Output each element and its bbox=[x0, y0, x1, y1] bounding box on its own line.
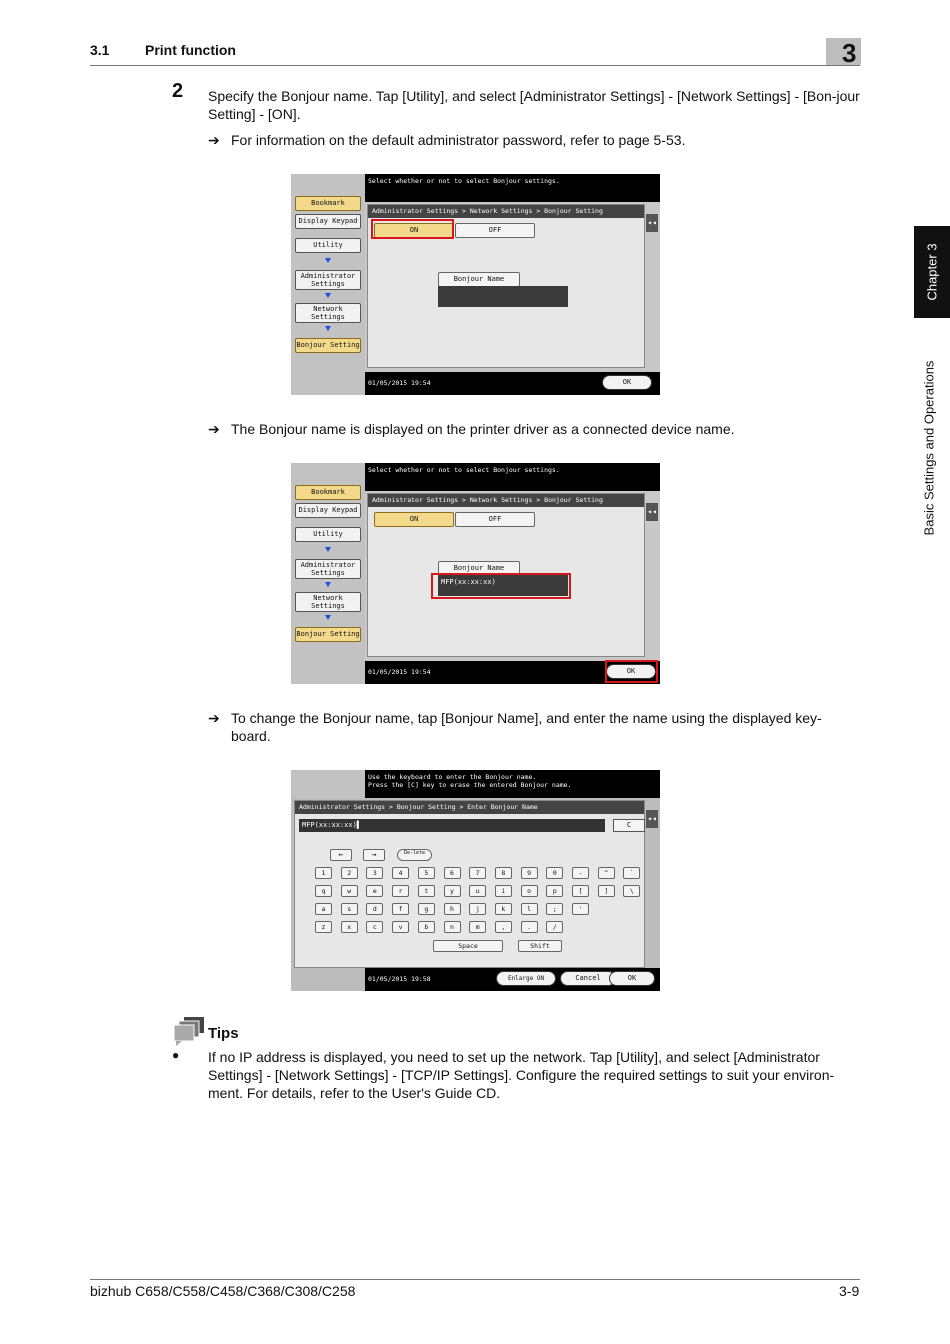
note-text: The Bonjour name is displayed on the printer driver as a connected device name. bbox=[231, 421, 735, 437]
key-row1-6[interactable]: 7 bbox=[469, 867, 486, 879]
key-row1-5[interactable]: 6 bbox=[444, 867, 461, 879]
key-row1-2[interactable]: 3 bbox=[366, 867, 383, 879]
bookmark-button[interactable]: Bookmark bbox=[295, 485, 361, 500]
off-button[interactable]: OFF bbox=[455, 512, 535, 527]
cursor-left-key[interactable]: ← bbox=[330, 849, 352, 861]
display-keypad-button[interactable]: Display Keypad bbox=[295, 214, 361, 229]
screen-left-strip bbox=[291, 770, 365, 798]
arrow-icon: ➔ bbox=[208, 710, 220, 726]
key-row1-3[interactable]: 4 bbox=[392, 867, 409, 879]
utility-button[interactable]: Utility bbox=[295, 527, 361, 542]
clear-key[interactable]: C bbox=[613, 819, 645, 832]
key-row2-10[interactable]: [ bbox=[572, 885, 589, 897]
breadcrumb: Administrator Settings > Bonjour Setting > Enter Bonjour Name bbox=[295, 801, 644, 814]
footer-product: bizhub C658/C558/C458/C368/C308/C258 bbox=[90, 1283, 356, 1299]
chapter-side-tab bbox=[914, 226, 950, 318]
arrow-down-icon bbox=[325, 582, 331, 587]
key-row2-3[interactable]: r bbox=[392, 885, 409, 897]
key-row2-12[interactable]: \ bbox=[623, 885, 640, 897]
key-row1-4[interactable]: 5 bbox=[418, 867, 435, 879]
key-row3-1[interactable]: s bbox=[341, 903, 358, 915]
bonjour-name-button[interactable]: Bonjour Name bbox=[438, 561, 520, 576]
screen-status-bar: 01/05/2015 19:54 bbox=[365, 661, 660, 684]
tips-title: Tips bbox=[208, 1025, 239, 1042]
administrator-settings-button[interactable]: Administrator Settings bbox=[295, 270, 361, 290]
cursor-right-key[interactable]: → bbox=[363, 849, 385, 861]
bonjour-setting-button[interactable]: Bonjour Setting bbox=[295, 627, 361, 642]
key-row4-7[interactable]: , bbox=[495, 921, 512, 933]
key-row1-12[interactable]: ` bbox=[623, 867, 640, 879]
key-row1-8[interactable]: 9 bbox=[521, 867, 538, 879]
screen-left-panel bbox=[291, 174, 365, 395]
key-row2-9[interactable]: p bbox=[546, 885, 563, 897]
network-settings-button[interactable]: Network Settings bbox=[295, 592, 361, 612]
note-text: To change the Bonjour name, tap [Bonjour Name], and enter the name using the displayed key-board. bbox=[231, 710, 822, 744]
key-row2-8[interactable]: o bbox=[521, 885, 538, 897]
keyboard-panel bbox=[294, 800, 645, 968]
footer-rule bbox=[90, 1279, 860, 1280]
screen-message bbox=[365, 770, 660, 798]
breadcrumb: Administrator Settings > Network Settings > Bonjour Setting bbox=[368, 494, 644, 507]
ok-button[interactable]: OK bbox=[602, 375, 652, 390]
key-row1-10[interactable]: - bbox=[572, 867, 589, 879]
breadcrumb: Administrator Settings > Network Settings > Bonjour Setting bbox=[368, 205, 644, 218]
highlight-ok bbox=[605, 660, 658, 683]
screen-bonjour-name-shown bbox=[291, 463, 660, 684]
bonjour-name-field bbox=[438, 286, 568, 307]
highlight-on bbox=[371, 219, 454, 239]
key-row1-1[interactable]: 2 bbox=[341, 867, 358, 879]
screen-message: Select whether or not to select Bonjour settings. bbox=[365, 174, 660, 202]
arrow-down-icon bbox=[325, 293, 331, 298]
section-title: Print function bbox=[145, 42, 236, 58]
key-row2-4[interactable]: t bbox=[418, 885, 435, 897]
screen-message: Select whether or not to select Bonjour settings. bbox=[365, 463, 660, 491]
screen-status-bar: 01/05/2015 19:54 bbox=[365, 372, 660, 395]
collapse-icon[interactable]: ◂◂ bbox=[646, 810, 658, 828]
delete-key[interactable]: De-lete bbox=[397, 849, 432, 861]
tips-icon bbox=[172, 1017, 206, 1047]
key-row2-0[interactable]: q bbox=[315, 885, 332, 897]
key-row4-5[interactable]: n bbox=[444, 921, 461, 933]
key-row4-2[interactable]: c bbox=[366, 921, 383, 933]
key-row3-8[interactable]: l bbox=[521, 903, 538, 915]
message-line-1: Use the keyboard to enter the Bonjour name. bbox=[368, 773, 537, 781]
arrow-icon: ➔ bbox=[208, 132, 220, 148]
off-button[interactable]: OFF bbox=[455, 223, 535, 238]
key-row4-0[interactable]: z bbox=[315, 921, 332, 933]
key-row4-4[interactable]: b bbox=[418, 921, 435, 933]
key-row3-9[interactable]: ; bbox=[546, 903, 563, 915]
screen-bonjour-setting-on bbox=[291, 174, 660, 395]
key-row4-6[interactable]: m bbox=[469, 921, 486, 933]
ok-button[interactable]: OK bbox=[606, 664, 656, 679]
key-row3-0[interactable]: a bbox=[315, 903, 332, 915]
bullet-icon: ● bbox=[172, 1048, 180, 1062]
utility-button[interactable]: Utility bbox=[295, 238, 361, 253]
arrow-down-icon bbox=[325, 258, 331, 263]
bonjour-setting-button[interactable]: Bonjour Setting bbox=[295, 338, 361, 353]
ok-button[interactable]: OK bbox=[609, 971, 655, 986]
collapse-icon[interactable]: ◂◂ bbox=[646, 214, 658, 232]
bonjour-name-button[interactable]: Bonjour Name bbox=[438, 272, 520, 287]
administrator-settings-button[interactable]: Administrator Settings bbox=[295, 559, 361, 579]
note-bonjour-name-display bbox=[208, 420, 860, 438]
key-row4-3[interactable]: v bbox=[392, 921, 409, 933]
bonjour-name-input[interactable]: MFP(xx:xx:xx)▌ bbox=[299, 819, 605, 832]
screen-enter-bonjour-name bbox=[291, 770, 660, 991]
screen-left-panel bbox=[291, 463, 365, 684]
message-line-2: Press the [C] key to erase the entered Bonjour name. bbox=[368, 781, 572, 789]
key-row3-7[interactable]: k bbox=[495, 903, 512, 915]
on-button[interactable]: ON bbox=[374, 512, 454, 527]
key-row1-9[interactable]: 0 bbox=[546, 867, 563, 879]
key-row3-3[interactable]: f bbox=[392, 903, 409, 915]
chapter-title-vertical: Basic Settings and Operations bbox=[921, 360, 937, 536]
key-row3-5[interactable]: h bbox=[444, 903, 461, 915]
tip-text: If no IP address is displayed, you need to set up the network. Tap [Utility], and select [Administrator Settings] - [Network Settings] - [TCP/IP Settings]. Configure the required settings to suit your environ-ment. For details, refer to the User's Guide CD. bbox=[208, 1049, 835, 1101]
arrow-down-icon bbox=[325, 326, 331, 331]
key-row1-7[interactable]: 8 bbox=[495, 867, 512, 879]
key-row2-1[interactable]: w bbox=[341, 885, 358, 897]
key-row1-11[interactable]: ^ bbox=[598, 867, 615, 879]
screen-status-bar: 01/05/2015 19:58 bbox=[365, 968, 660, 991]
on-button[interactable]: ON bbox=[374, 223, 454, 238]
step-text: Specify the Bonjour name. Tap [Utility], and select [Administrator Settings] - [Network Settings] - [Bon-jour Setting] - [ON]. bbox=[208, 88, 860, 122]
key-row3-6[interactable]: j bbox=[469, 903, 486, 915]
key-row1-0[interactable]: 1 bbox=[315, 867, 332, 879]
page-number: 3-9 bbox=[839, 1283, 860, 1299]
key-row4-1[interactable]: x bbox=[341, 921, 358, 933]
cancel-button[interactable]: Cancel bbox=[560, 971, 616, 986]
key-row3-4[interactable]: g bbox=[418, 903, 435, 915]
arrow-down-icon bbox=[325, 615, 331, 620]
space-key[interactable]: Space bbox=[433, 940, 503, 952]
note-default-password bbox=[208, 131, 860, 149]
key-row4-8[interactable]: . bbox=[521, 921, 538, 933]
key-row3-10[interactable]: ' bbox=[572, 903, 589, 915]
bookmark-button[interactable]: Bookmark bbox=[295, 196, 361, 211]
chapter-number: 3 bbox=[842, 38, 857, 68]
note-change-bonjour-name bbox=[208, 709, 860, 745]
network-settings-button[interactable]: Network Settings bbox=[295, 303, 361, 323]
highlight-name-field bbox=[431, 573, 571, 599]
key-row2-7[interactable]: i bbox=[495, 885, 512, 897]
key-row2-6[interactable]: u bbox=[469, 885, 486, 897]
note-text: For information on the default administrator password, refer to page 5-53. bbox=[231, 132, 686, 148]
chapter-label: Chapter 3 bbox=[924, 243, 940, 301]
enlarge-button[interactable]: Enlarge ON bbox=[496, 971, 556, 986]
key-row2-11[interactable]: ] bbox=[598, 885, 615, 897]
section-number: 3.1 bbox=[90, 42, 110, 58]
key-row2-2[interactable]: e bbox=[366, 885, 383, 897]
shift-key[interactable]: Shift bbox=[518, 940, 562, 952]
key-row2-5[interactable]: y bbox=[444, 885, 461, 897]
arrow-down-icon bbox=[325, 547, 331, 552]
collapse-icon[interactable]: ◂◂ bbox=[646, 503, 658, 521]
key-row3-2[interactable]: d bbox=[366, 903, 383, 915]
header-rule bbox=[90, 65, 860, 66]
display-keypad-button[interactable]: Display Keypad bbox=[295, 503, 361, 518]
key-row4-9[interactable]: / bbox=[546, 921, 563, 933]
arrow-icon: ➔ bbox=[208, 421, 220, 437]
bonjour-name-field: MFP(xx:xx:xx) bbox=[438, 575, 568, 596]
step-number: 2 bbox=[172, 80, 184, 102]
